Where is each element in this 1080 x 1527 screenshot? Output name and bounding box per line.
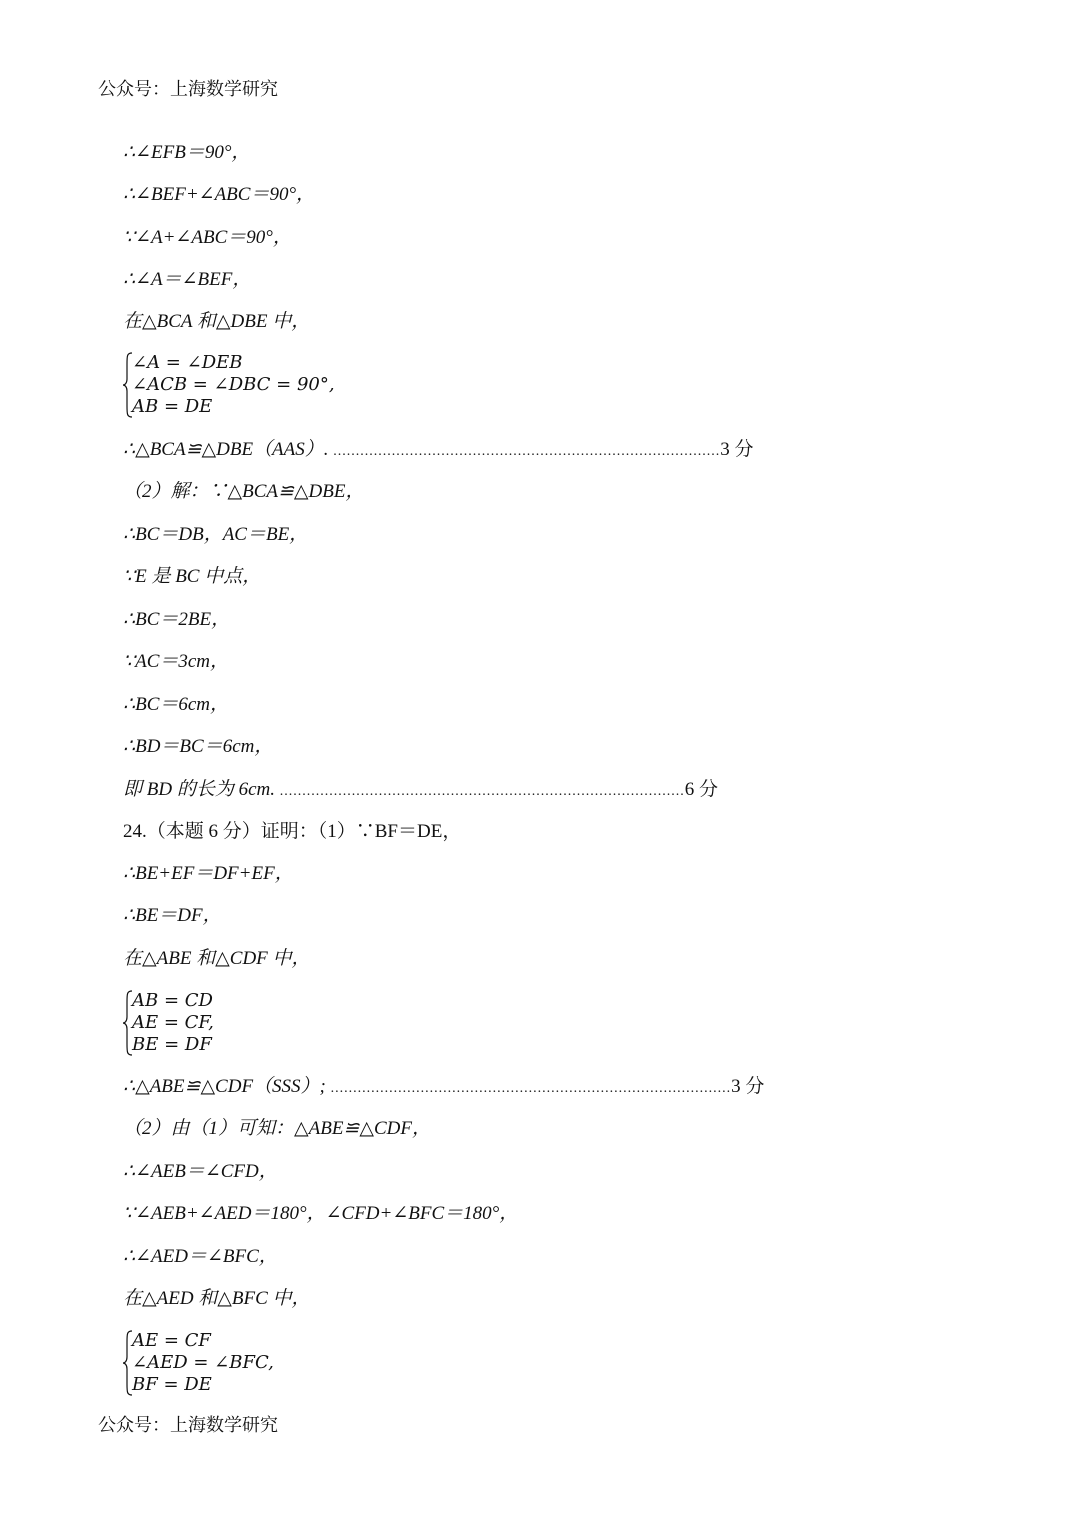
page-footer: 公众号：上海数学研究: [98, 1415, 278, 1436]
system-1-eq-3: AB = DE: [132, 396, 213, 417]
line-20: （2）由（1）可知：△ABE≌△CDF，: [123, 1118, 431, 1139]
leader-dots-1: ......................................................................................: [333, 444, 721, 459]
line-9: ∵E 是 BC 中点，: [123, 566, 262, 587]
system-3-eq-1: AE = CF: [132, 1330, 211, 1351]
line-6: [123, 437, 754, 465]
system-2-eq-2: AE = CF,: [132, 1012, 214, 1033]
leader-dots-2: ..........................................................................................: [279, 784, 685, 799]
equation-system-3: [123, 1330, 383, 1400]
score-1: 3 分: [720, 439, 754, 460]
line-17: ∴BE＝DF，: [123, 905, 222, 926]
system-1-eq-1: ∠A = ∠DEB: [132, 352, 243, 373]
line-2: ∴∠BEF+∠ABC＝90°，: [123, 184, 316, 205]
line-6-text: ∴△BCA≌△DBE（AAS）.: [123, 439, 329, 460]
line-12: ∴BC＝6cm，: [123, 694, 230, 715]
line-7: （2）解：∵△BCA≌△DBE，: [123, 481, 365, 502]
system-3-eq-2: ∠AED = ∠BFC,: [132, 1352, 274, 1373]
line-1: ∴∠EFB＝90°，: [123, 142, 251, 163]
equation-system-2: [123, 990, 383, 1060]
line-21: ∴∠AEB＝∠CFD，: [123, 1161, 278, 1182]
line-23: ∴∠AED＝∠BFC，: [123, 1246, 278, 1267]
line-22: ∵∠AEB+∠AED＝180°，∠CFD+∠BFC＝180°，: [123, 1203, 519, 1224]
page-header: 公众号：上海数学研究: [98, 79, 278, 100]
leader-dots-3: .........................................................................................: [330, 1081, 732, 1096]
line-16: ∴BE+EF＝DF+EF，: [123, 863, 294, 884]
line-24: 在△AED 和△BFC 中，: [123, 1288, 311, 1309]
line-19: [123, 1074, 764, 1102]
score-2: 6 分: [684, 779, 718, 800]
line-10: ∴BC＝2BE，: [123, 609, 231, 630]
system-2-eq-3: BE = DF: [132, 1034, 212, 1055]
equation-system-1: [123, 352, 383, 422]
system-2-eq-1: AB = CD: [132, 990, 213, 1011]
system-3-eq-3: BF = DE: [132, 1374, 212, 1395]
line-4: ∴∠A＝∠BEF，: [123, 269, 252, 290]
line-14-text: 即 BD 的长为 6cm.: [123, 779, 275, 800]
line-8: ∴BC＝DB，AC＝BE，: [123, 524, 309, 545]
score-3: 3 分: [731, 1076, 765, 1097]
line-11: ∵AC＝3cm，: [123, 651, 230, 672]
line-13: ∴BD＝BC＝6cm，: [123, 736, 274, 757]
line-18: 在△ABE 和△CDF 中，: [123, 948, 311, 969]
line-15: 24.（本题 6 分）证明：（1）∵BF＝DE，: [123, 821, 462, 842]
system-1-eq-2: ∠ACB = ∠DBC = 90°,: [132, 374, 335, 395]
line-19-text: ∴△ABE≌△CDF（SSS）;: [123, 1076, 326, 1097]
line-3: ∵∠A+∠ABC＝90°，: [123, 227, 292, 248]
line-5: 在△BCA 和△DBE 中，: [123, 311, 311, 332]
line-14: [123, 777, 718, 805]
